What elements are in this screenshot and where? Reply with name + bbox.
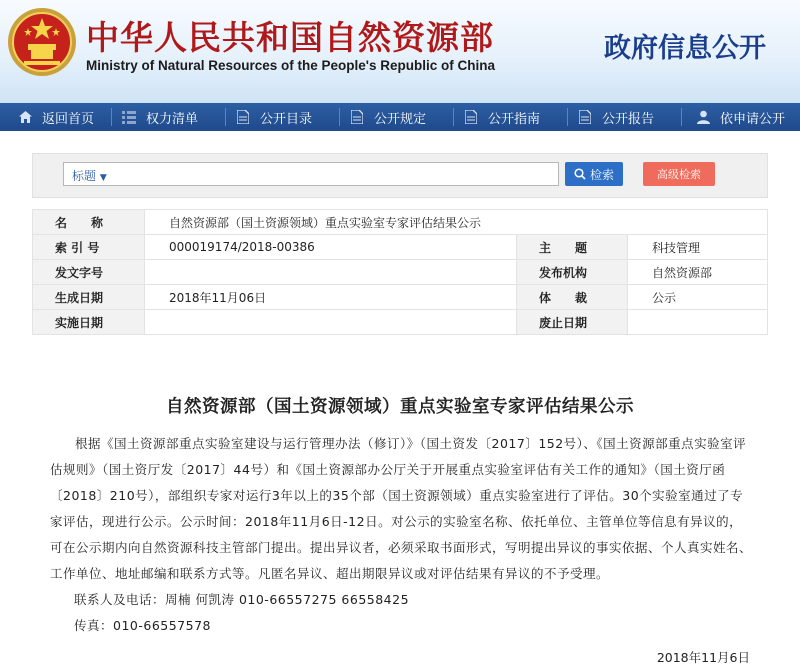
meta-abolish-date-label: 废止日期 [517,310,628,335]
meta-org-label: 发布机构 [517,260,628,285]
national-emblem-icon [6,6,78,78]
meta-subject-value: 科技管理 [628,235,768,260]
article-body: 根据《国土资源部重点实验室建设与运行管理办法（修订）》（国土资发〔2017〕152号）、《国土资源部重点实验室评估规则》（国土资厅发〔2017〕44号）和《国土资源部办公厅关于开展重点实验室评估有关工作的通知》（国土资厅函〔2018〕210号），部组织专家对运行3年以上的35个部（国土资源领域）重点实验室进行了评估。30个实验室通过了专家评估，现进行公示。公示时间：2018年11月6日-12日。对公示的实验室名称、依托单位、主管单位等信息有异议的，可在公示期内向自然资源科技主管部门提出。提出异议者，必须采取书面形式，写明提出异议的事实依据、个人真实姓名、工作单位、地址邮编和联系方式等。凡匿名异议、超出期限异议或对评估结果有异议的不予受理。 [50,436,753,581]
table-row [33,285,768,310]
meta-index-label: 索 引 号 [33,235,145,260]
meta-genre-value: 公示 [628,285,768,310]
document-icon [348,108,366,126]
nav-request-disclosure[interactable] [682,103,798,131]
nav-power-list-label: 权力清单 [146,111,199,127]
home-icon [16,108,34,126]
meta-subject-label: 主 题 [517,235,628,260]
search-button[interactable] [565,162,623,186]
article-fax: 传真：010-66557578 [74,618,211,633]
meta-name-label: 名 称 [33,210,145,235]
article-date: 2018年11月6日 [656,650,750,665]
document-icon [462,108,480,126]
document-icon [234,108,252,126]
meta-date-value: 2018年11月06日 [145,285,517,310]
nav-home[interactable] [0,103,111,131]
article-title: 自然资源部（国土资源领域）重点实验室专家评估结果公示 [166,397,634,417]
nav-disclosure-catalog-label: 公开目录 [260,111,313,127]
nav-disclosure-report-label: 公开报告 [602,111,655,127]
nav-disclosure-report[interactable] [568,103,681,131]
table-row [33,210,768,235]
nav-disclosure-rules-label: 公开规定 [374,111,427,127]
chevron-down-icon: ▼ [99,173,107,183]
nav-request-disclosure-label: 依申请公开 [720,111,786,127]
search-type-select[interactable] [72,167,107,184]
meta-index-value: 000019174/2018-00386 [145,235,517,260]
article-contact: 联系人及电话：周楠 何凯涛 010-66557275 66558425 [74,592,410,607]
list-icon [120,108,138,126]
search-input[interactable] [63,162,559,186]
meta-name-value: 自然资源部（国土资源领域）重点实验室专家评估结果公示 [145,210,768,235]
nav-home-label: 返回首页 [42,111,95,127]
search-bar [32,153,768,198]
meta-doc-number-value [145,260,517,285]
site-title-english: Ministry of Natural Resources of the People's Republic of China [86,58,496,73]
section-title: 政府信息公开 [604,33,766,64]
nav-disclosure-rules[interactable] [340,103,453,131]
meta-abolish-date-value [628,310,768,335]
meta-impl-date-label: 实施日期 [33,310,145,335]
site-title: 中华人民共和国自然资源部 [86,18,494,57]
search-type-label: 标题 [72,169,97,183]
table-row [33,260,768,285]
search-icon [574,168,586,180]
document-meta-table [32,209,768,335]
table-row [33,310,768,335]
person-icon [694,108,712,126]
nav-power-list[interactable] [112,103,225,131]
advanced-search-button[interactable]: 高级检索 [643,162,715,186]
nav-disclosure-guide-label: 公开指南 [488,111,541,127]
meta-date-label: 生成日期 [33,285,145,310]
site-header [0,0,800,103]
search-button-label: 检索 [589,167,614,182]
nav-disclosure-catalog[interactable] [226,103,339,131]
meta-doc-number-label: 发文字号 [33,260,145,285]
nav-disclosure-guide[interactable] [454,103,567,131]
meta-genre-label: 体 裁 [517,285,628,310]
main-nav [0,103,800,131]
document-icon [576,108,594,126]
meta-org-value: 自然资源部 [628,260,768,285]
meta-impl-date-value [145,310,517,335]
table-row [33,235,768,260]
